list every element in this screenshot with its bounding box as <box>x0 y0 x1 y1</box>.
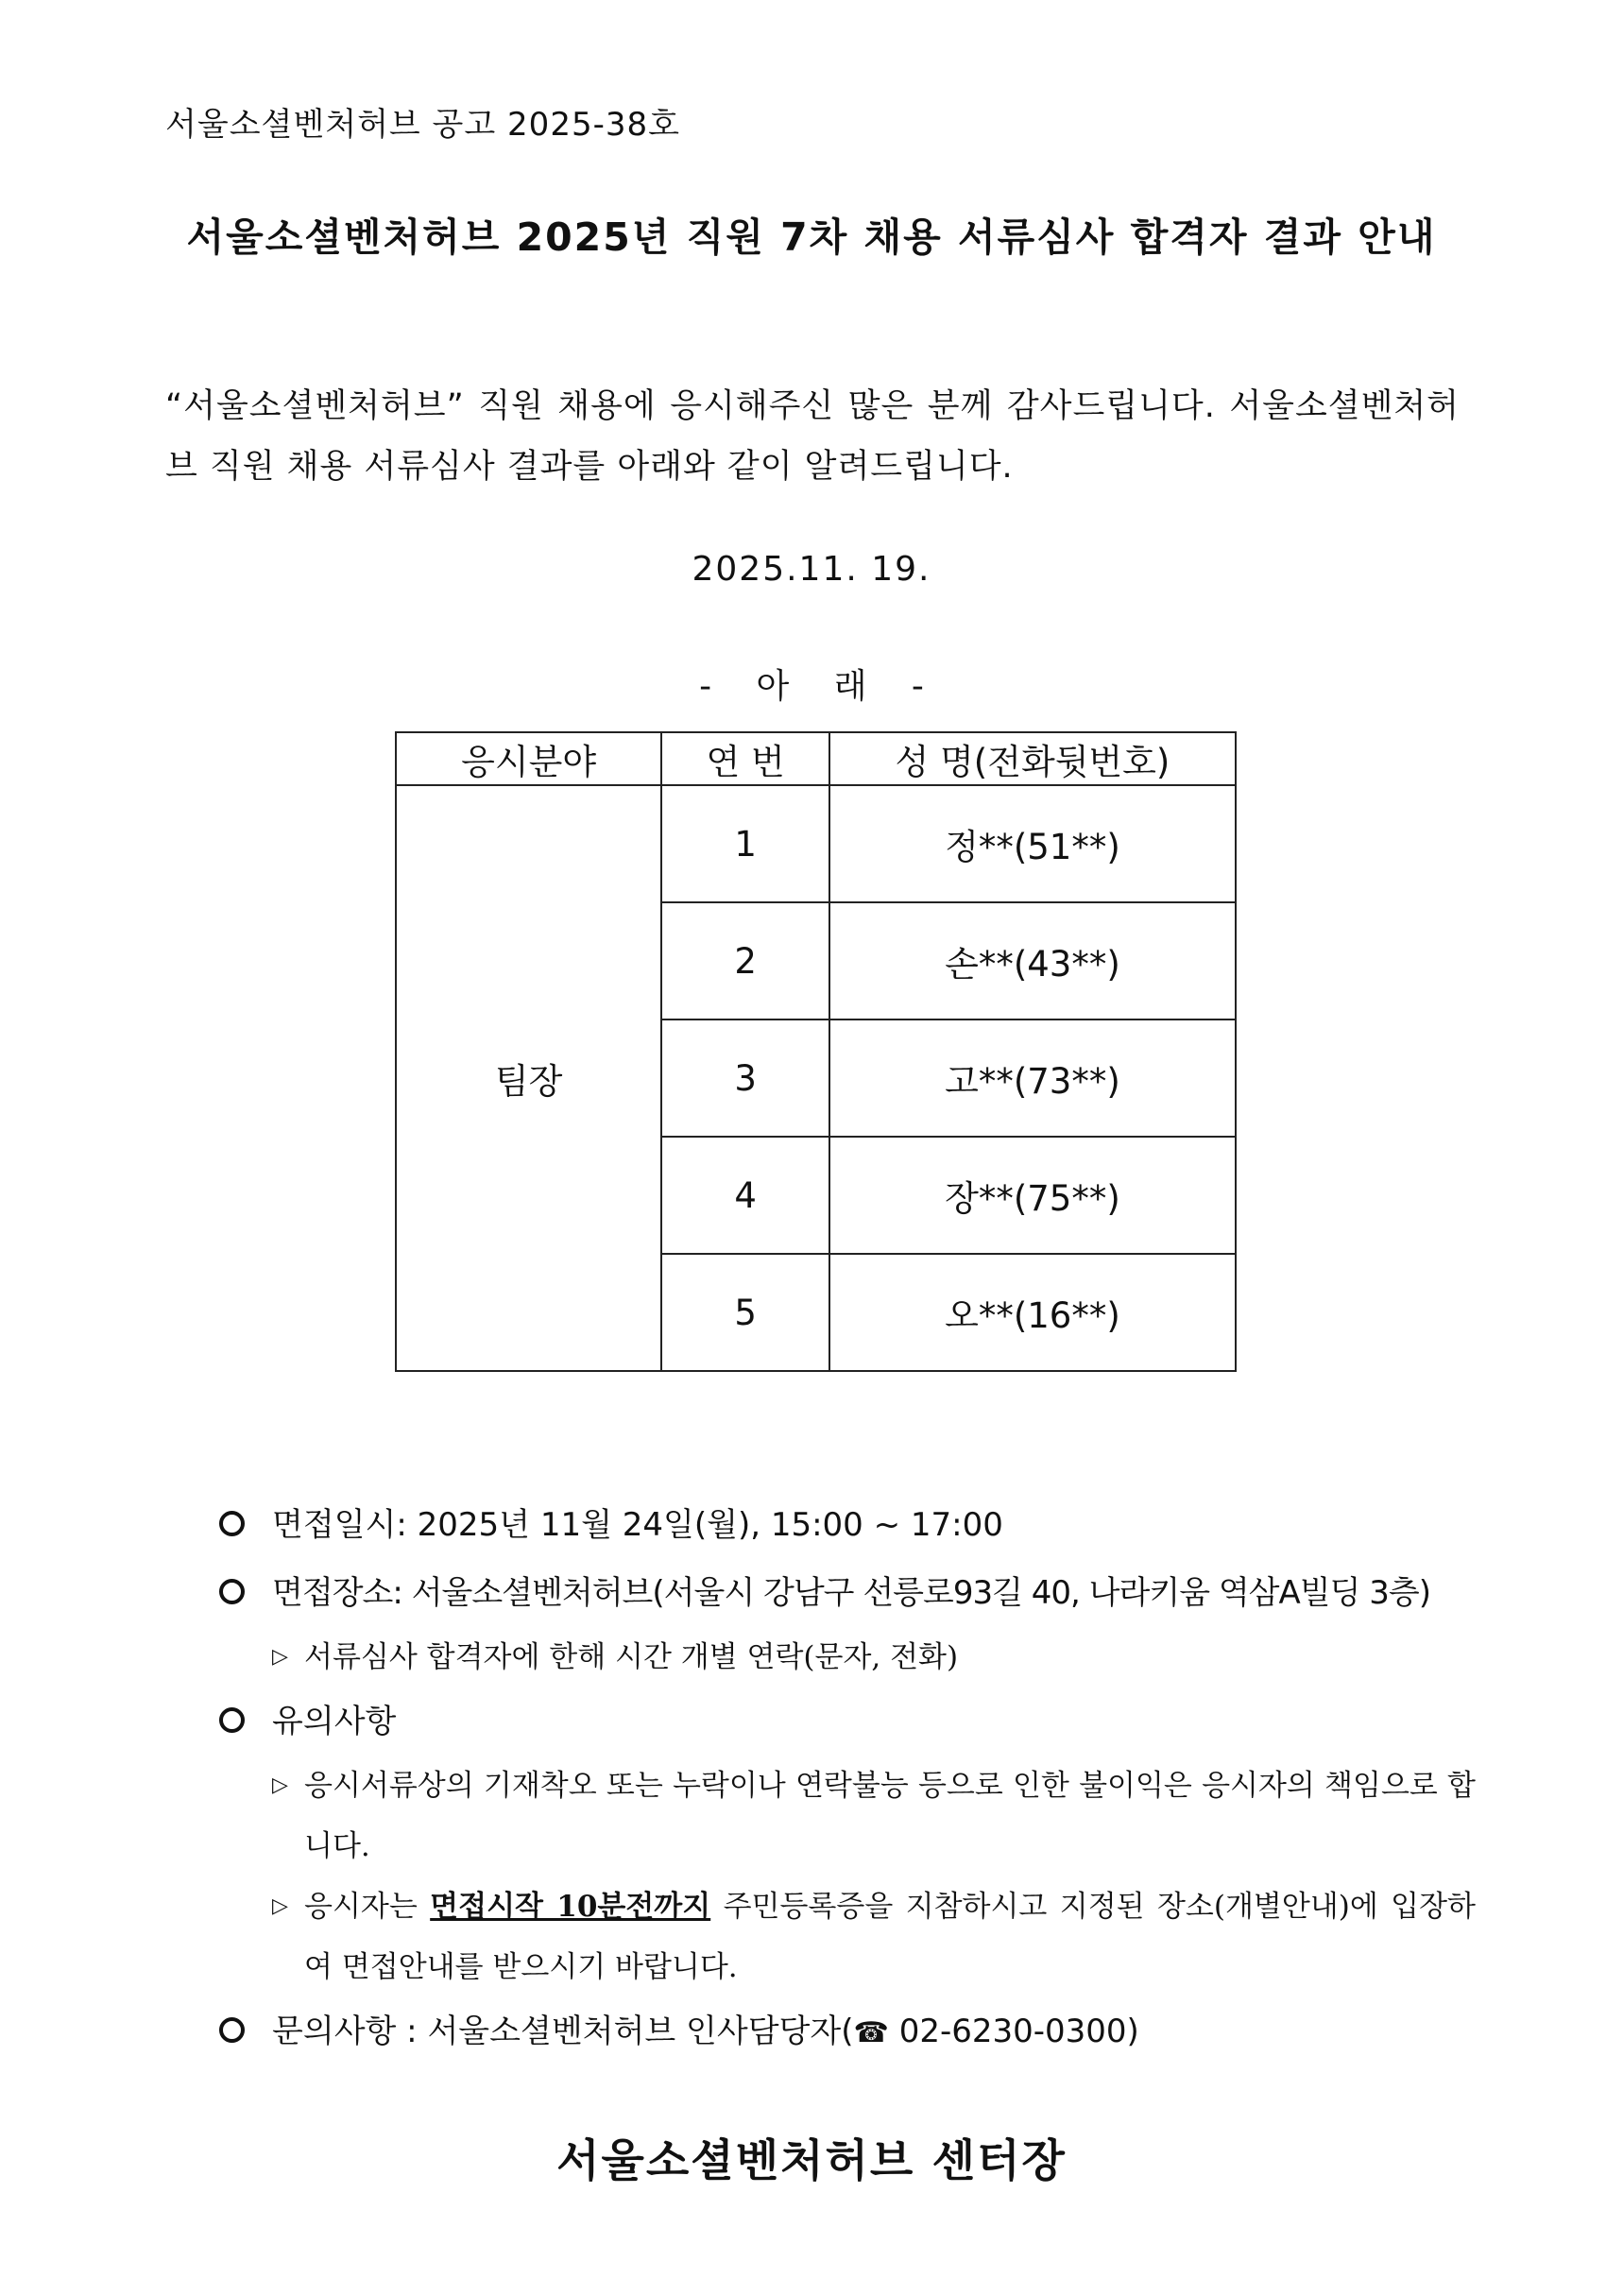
row-name: 장**(75**) <box>829 1137 1236 1254</box>
row-number: 2 <box>661 902 829 1019</box>
circle-bullet-icon <box>219 1511 245 1536</box>
place-note-text: 서류심사 합격자에 한해 시간 개별 연락(문자, 전화) <box>304 1640 959 1674</box>
circle-bullet-icon <box>219 1707 245 1733</box>
caution-title-item <box>219 1688 1476 1756</box>
interview-date-item <box>219 1491 1476 1559</box>
row-name: 정**(51**) <box>829 785 1236 902</box>
place-note-item <box>219 1627 1476 1688</box>
results-table <box>395 731 1237 1372</box>
row-number: 5 <box>661 1254 829 1371</box>
field-cell: 팀장 <box>396 785 661 1371</box>
caution-item-1 <box>219 1756 1476 1876</box>
interview-date-text: 면접일시: 2025년 11월 24일(월), 15:00 ~ 17:00 <box>272 1506 1003 1544</box>
caution-item-2 <box>219 1876 1476 1997</box>
row-number: 4 <box>661 1137 829 1254</box>
header-field: 응시분야 <box>396 732 661 785</box>
caution-text-2-start: 응시자는 <box>304 1890 431 1924</box>
notice-date: 2025.11. 19. <box>692 550 931 589</box>
triangle-bullet-icon: ▷ <box>272 1773 288 1797</box>
circle-bullet-icon <box>219 2017 245 2043</box>
caution-text-2-end: 주민등록증을 지참하시고 지정된 장소(개별안내)에 입장하여 면접안내를 받으시기 바랍니다. <box>304 1890 1476 1984</box>
caution-title-text: 유의사항 <box>272 1703 397 1740</box>
header-number: 연 번 <box>661 732 829 785</box>
contact-phone-text: 02-6230-0300) <box>898 2013 1139 2050</box>
caution-text-2 <box>304 1876 1476 1997</box>
triangle-bullet-icon: ▷ <box>272 1894 288 1918</box>
notice-number: 서울소셜벤처허브 공고 2025-38호 <box>165 106 680 144</box>
table-header-row <box>396 732 1236 785</box>
caution-emphasis: 면접시작 10분전까지 <box>430 1890 711 1924</box>
row-number: 1 <box>661 785 829 902</box>
contact-item <box>219 1997 1476 2065</box>
circle-bullet-icon <box>219 1579 245 1604</box>
row-name: 오**(16**) <box>829 1254 1236 1371</box>
closing-signature: 서울소셜벤처허브 센터장 <box>556 2135 1067 2187</box>
row-name: 손**(43**) <box>829 902 1236 1019</box>
phone-icon: ☎ <box>853 2016 889 2049</box>
document-title: 서울소셜벤처허브 2025년 직원 7차 채용 서류심사 합격자 결과 안내 <box>186 214 1437 260</box>
info-list <box>219 1491 1476 2065</box>
below-label: - 아 래 - <box>699 667 924 706</box>
interview-place-item <box>219 1559 1476 1627</box>
triangle-bullet-icon: ▷ <box>272 1645 288 1669</box>
interview-place-text: 면접장소: 서울소셜벤처허브(서울시 강남구 선릉로93길 40, 나라키움 역삼A빌딩 3층) <box>272 1574 1431 1612</box>
caution-text-1: 응시서류상의 기재착오 또는 누락이나 연락불능 등으로 인한 불이익은 응시자의 책임으로 합니다. <box>304 1769 1476 1863</box>
table-row <box>396 785 1236 902</box>
row-name: 고**(73**) <box>829 1019 1236 1137</box>
intro-paragraph: “서울소셜벤처허브” 직원 채용에 응시해주신 많은 분께 감사드립니다. 서울소셜벤처허브 직원 채용 서류심사 결과를 아래와 같이 알려드립니다. <box>165 387 1460 486</box>
contact-prefix-text: 문의사항 : 서울소셜벤처허브 인사담당자( <box>272 2013 854 2050</box>
row-number: 3 <box>661 1019 829 1137</box>
header-name: 성 명(전화뒷번호) <box>829 732 1236 785</box>
